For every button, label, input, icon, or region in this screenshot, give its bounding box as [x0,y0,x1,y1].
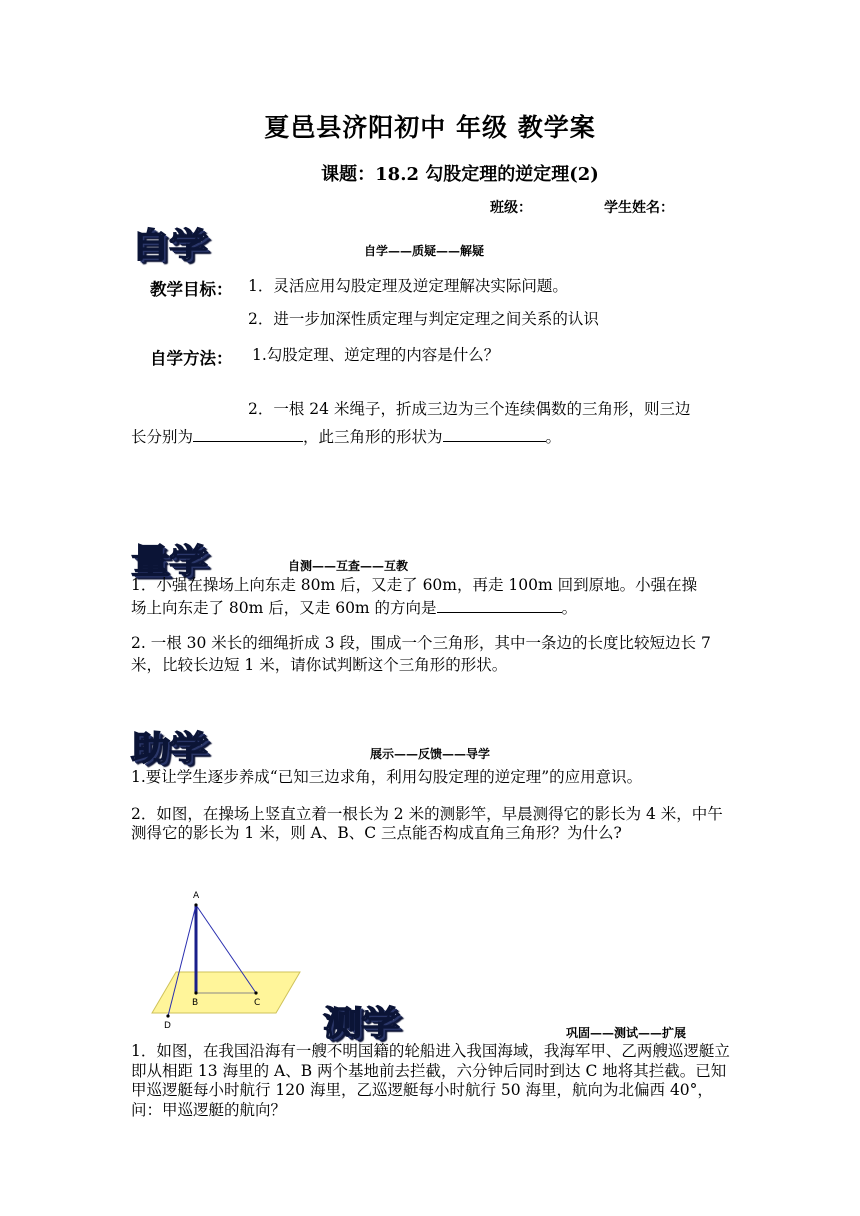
lesson-subtitle: 课题：18.2 勾股定理的逆定理(2) [321,164,599,185]
section-banner-cexue: 测学 [323,1004,399,1044]
point-c [254,991,257,994]
question-text: 2．一根 24 米绳子，折成三边为三个连续偶数的三角形，则三边 [248,400,691,418]
problem-text: 2. 一根 30 米长的细绳折成 3 段，围成一个三角形，其中一条边的长度比较短边长 7 米，比较长边短 1 米，请你试判断这个三角形的形状。 [131,634,711,674]
page-title: 夏邑县济阳初中 年级 教学案 [264,113,596,142]
student-name-label: 学生姓名： [604,200,674,216]
method-heading: 自学方法： [150,349,233,368]
label-a: A [193,891,200,901]
label-c: C [254,998,261,1008]
point-d [166,1014,169,1017]
question-fragment: 。 [545,428,562,446]
section-banner-zixue: 自学 [131,226,207,266]
point-b [194,991,197,994]
section-motto: 自测——互查——互教 [288,559,409,573]
answer-blank[interactable] [437,596,562,613]
label-d: D [164,1021,171,1031]
goal-heading: 教学目标： [150,280,233,299]
section-motto: 巩固——测试——扩展 [566,1026,687,1040]
problem-text: 1．如图，在我国沿海有一艘不明国籍的轮船进入我国海域，我海军甲、乙两艘巡逻艇立即从相距 13 海里的 A、B 两个基地前去拦截，六分钟后同时到达 C 地将其拦截。已知甲巡逻艇每小时航行 120 海里，乙巡逻艇每小时航行 50 海里，航向为北偏西 40°，问：甲巡逻艇的航向？ [131,1042,730,1119]
goal-item: 1．灵活应用勾股定理及逆定理解决实际问题。 [248,277,568,295]
problem-text: 1.要让学生逐步养成“已知三边求角，利用勾股定理的逆定理”的应用意识。 [131,768,643,786]
label-b: B [192,998,199,1008]
answer-blank[interactable] [443,425,546,442]
problem-text-line2 [131,596,577,619]
question-text-line2 [131,425,561,448]
question-text: 1.勾股定理、逆定理的内容是什么？ [252,346,500,364]
point-a [194,903,197,906]
goal-item: 2．进一步加深性质定理与判定定理之间关系的认识 [248,310,599,328]
problem-fragment: 。 [561,599,578,617]
shadow-pole-figure [148,885,308,1035]
question-fragment: 长分别为 [131,428,194,446]
problem-text: 1．小强在操场上向东走 80m 后，又走了 60m，再走 100m 回到原地。小强在操 [131,576,698,594]
class-label: 班级： [490,200,532,216]
section-motto: 自学——质疑——解疑 [364,244,485,258]
answer-blank[interactable] [193,425,303,442]
section-banner-zhuxue: 助学 [131,729,207,769]
problem-text: 2．如图，在操场上竖直立着一根长为 2 米的测影竿，早晨测得它的影长为 4 米，中午测得它的影长为 1 米，则 A、B、C 三点能否构成直角三角形？为什么? [131,805,723,842]
section-banner-liangxue: 量学 [131,542,207,582]
question-fragment: ，此三角形的形状为 [303,428,443,446]
section-motto: 展示——反馈——导学 [370,747,491,761]
problem-fragment: 场上向东走了 80m 后，又走 60m 的方向是 [131,599,437,617]
